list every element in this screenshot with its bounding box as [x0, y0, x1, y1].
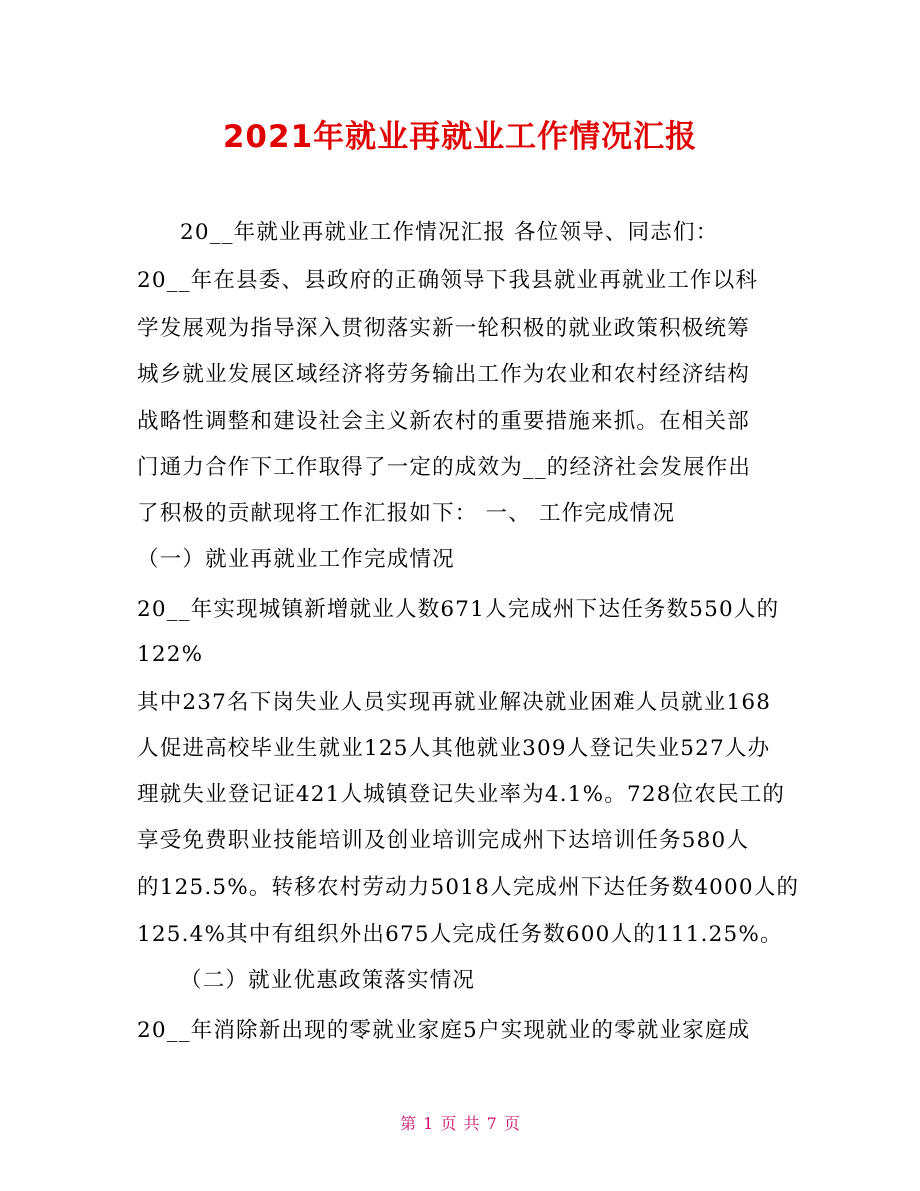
page-number-footer: 第 1 页 共 7 页	[400, 1114, 520, 1133]
paragraph-line: 门通力合作下工作取得了一定的成效为__的经济社会发展作出	[137, 455, 752, 480]
paragraph-line: 其中237名下岗失业人员实现再就业解决就业困难人员就业168	[137, 690, 772, 715]
paragraph-line: 20__年就业再就业工作情况汇报 各位领导、同志们：	[180, 220, 719, 245]
paragraph-line: 理就失业登记证421人城镇登记失业率为4.1%。728位农民工的	[137, 782, 786, 807]
section-heading: （一）就业再就业工作完成情况	[137, 547, 455, 572]
section-heading: （二）就业优惠政策落实情况	[180, 968, 476, 993]
paragraph-line: 20__年实现城镇新增就业人数671人完成州下达任务数550人的	[137, 597, 780, 622]
paragraph-line: 125.4%其中有组织外出675人完成任务数600人的111.25%。	[137, 922, 783, 947]
paragraph-line: 了积极的贡献现将工作汇报如下： 一、 工作完成情况	[137, 501, 676, 526]
paragraph-line: 20__年在县委、县政府的正确领导下我县就业再就业工作以科	[137, 268, 759, 293]
paragraph-line: 城乡就业发展区域经济将劳务输出工作为农业和农村经济结构	[137, 362, 750, 387]
paragraph-line: 的125.5%。转移农村劳动力5018人完成州下达任务数4000人的	[137, 875, 800, 900]
paragraph-line: 人促进高校毕业生就业125人其他就业309人登记失业527人办	[137, 736, 771, 761]
paragraph-line: 享受免费职业技能培训及创业培训完成州下达培训任务580人	[137, 828, 750, 853]
document-title: 2021年就业再就业工作情况汇报	[222, 119, 698, 155]
paragraph-line: 122%	[137, 642, 204, 667]
paragraph-line: 20__年消除新出现的零就业家庭5户实现就业的零就业家庭成	[137, 1018, 751, 1043]
paragraph-line: 学发展观为指导深入贯彻落实新一轮积极的就业政策积极统筹	[137, 316, 750, 341]
paragraph-line: 战略性调整和建设社会主义新农村的重要措施来抓。在相关部	[137, 409, 750, 434]
